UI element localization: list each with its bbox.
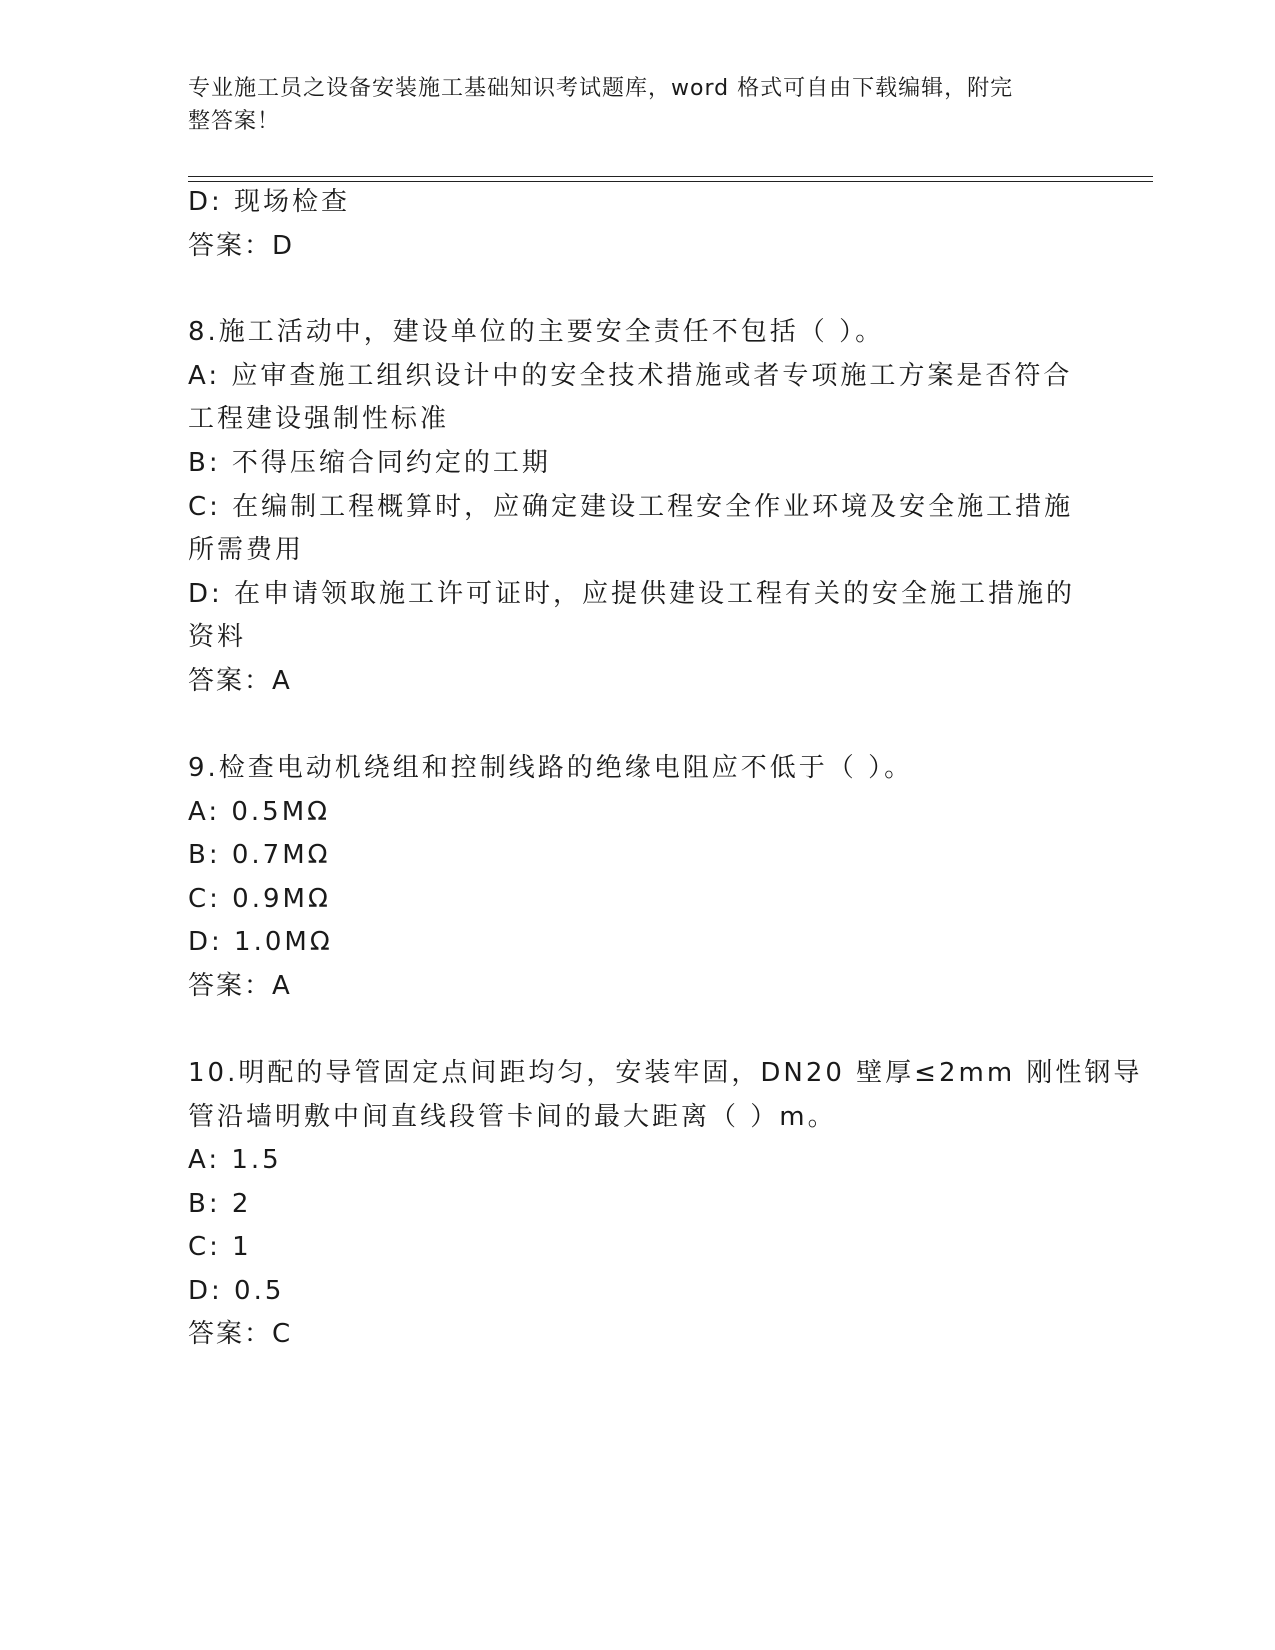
- option-a-q10: A: 1.5: [188, 1145, 282, 1175]
- option-a-q9: A: 0.5MΩ: [188, 797, 331, 827]
- question-9: 9.检查电动机绕组和控制线路的绝缘电阻应不低于（ ）。: [188, 753, 914, 783]
- option-a-q8: A: 应审查施工组织设计中的安全技术措施或者专项施工方案是否符合: [188, 361, 1073, 391]
- option-d-q8: D: 在申请领取施工许可证时，应提供建设工程有关的安全施工措施的: [188, 579, 1076, 609]
- option-b-q10: B: 2: [188, 1189, 252, 1219]
- document-header: [188, 72, 1068, 138]
- option-c-q9: C: 0.9MΩ: [188, 884, 331, 914]
- option-d-q7: D: 现场检查: [188, 187, 351, 217]
- question-8: 8.施工活动中，建设单位的主要安全责任不包括（ ）。: [188, 317, 885, 347]
- answer-q8: 答案：A: [188, 666, 292, 696]
- option-c-q10: C: 1: [188, 1232, 252, 1262]
- option-c-q8: C: 在编制工程概算时，应确定建设工程安全作业环境及安全施工措施: [188, 492, 1074, 522]
- answer-q10: 答案：C: [188, 1319, 293, 1349]
- header-line-1: 专业施工员之设备安装施工基础知识考试题库，word 格式可自由下载编辑，附完: [188, 76, 1014, 101]
- option-b-q9: B: 0.7MΩ: [188, 840, 331, 870]
- header-divider-top: [188, 176, 1153, 177]
- option-d-q9: D: 1.0MΩ: [188, 927, 333, 957]
- option-d-q10: D: 0.5: [188, 1276, 285, 1306]
- question-10: 10.明配的导管固定点间距均匀，安装牢固，DN20 壁厚≤2mm 刚性钢导: [188, 1058, 1143, 1088]
- option-a-q8-cont: 工程建设强制性标准: [188, 404, 450, 434]
- option-c-q8-cont: 所需费用: [188, 535, 305, 565]
- option-b-q8: B: 不得压缩合同约定的工期: [188, 448, 551, 478]
- option-d-q8-cont: 资料: [188, 622, 247, 652]
- header-line-2: 整答案！: [188, 109, 281, 134]
- answer-q9: 答案：A: [188, 971, 292, 1001]
- question-10-cont: 管沿墙明敷中间直线段管卡间的最大距离（ ）m。: [188, 1102, 837, 1132]
- answer-q7: 答案：D: [188, 231, 295, 261]
